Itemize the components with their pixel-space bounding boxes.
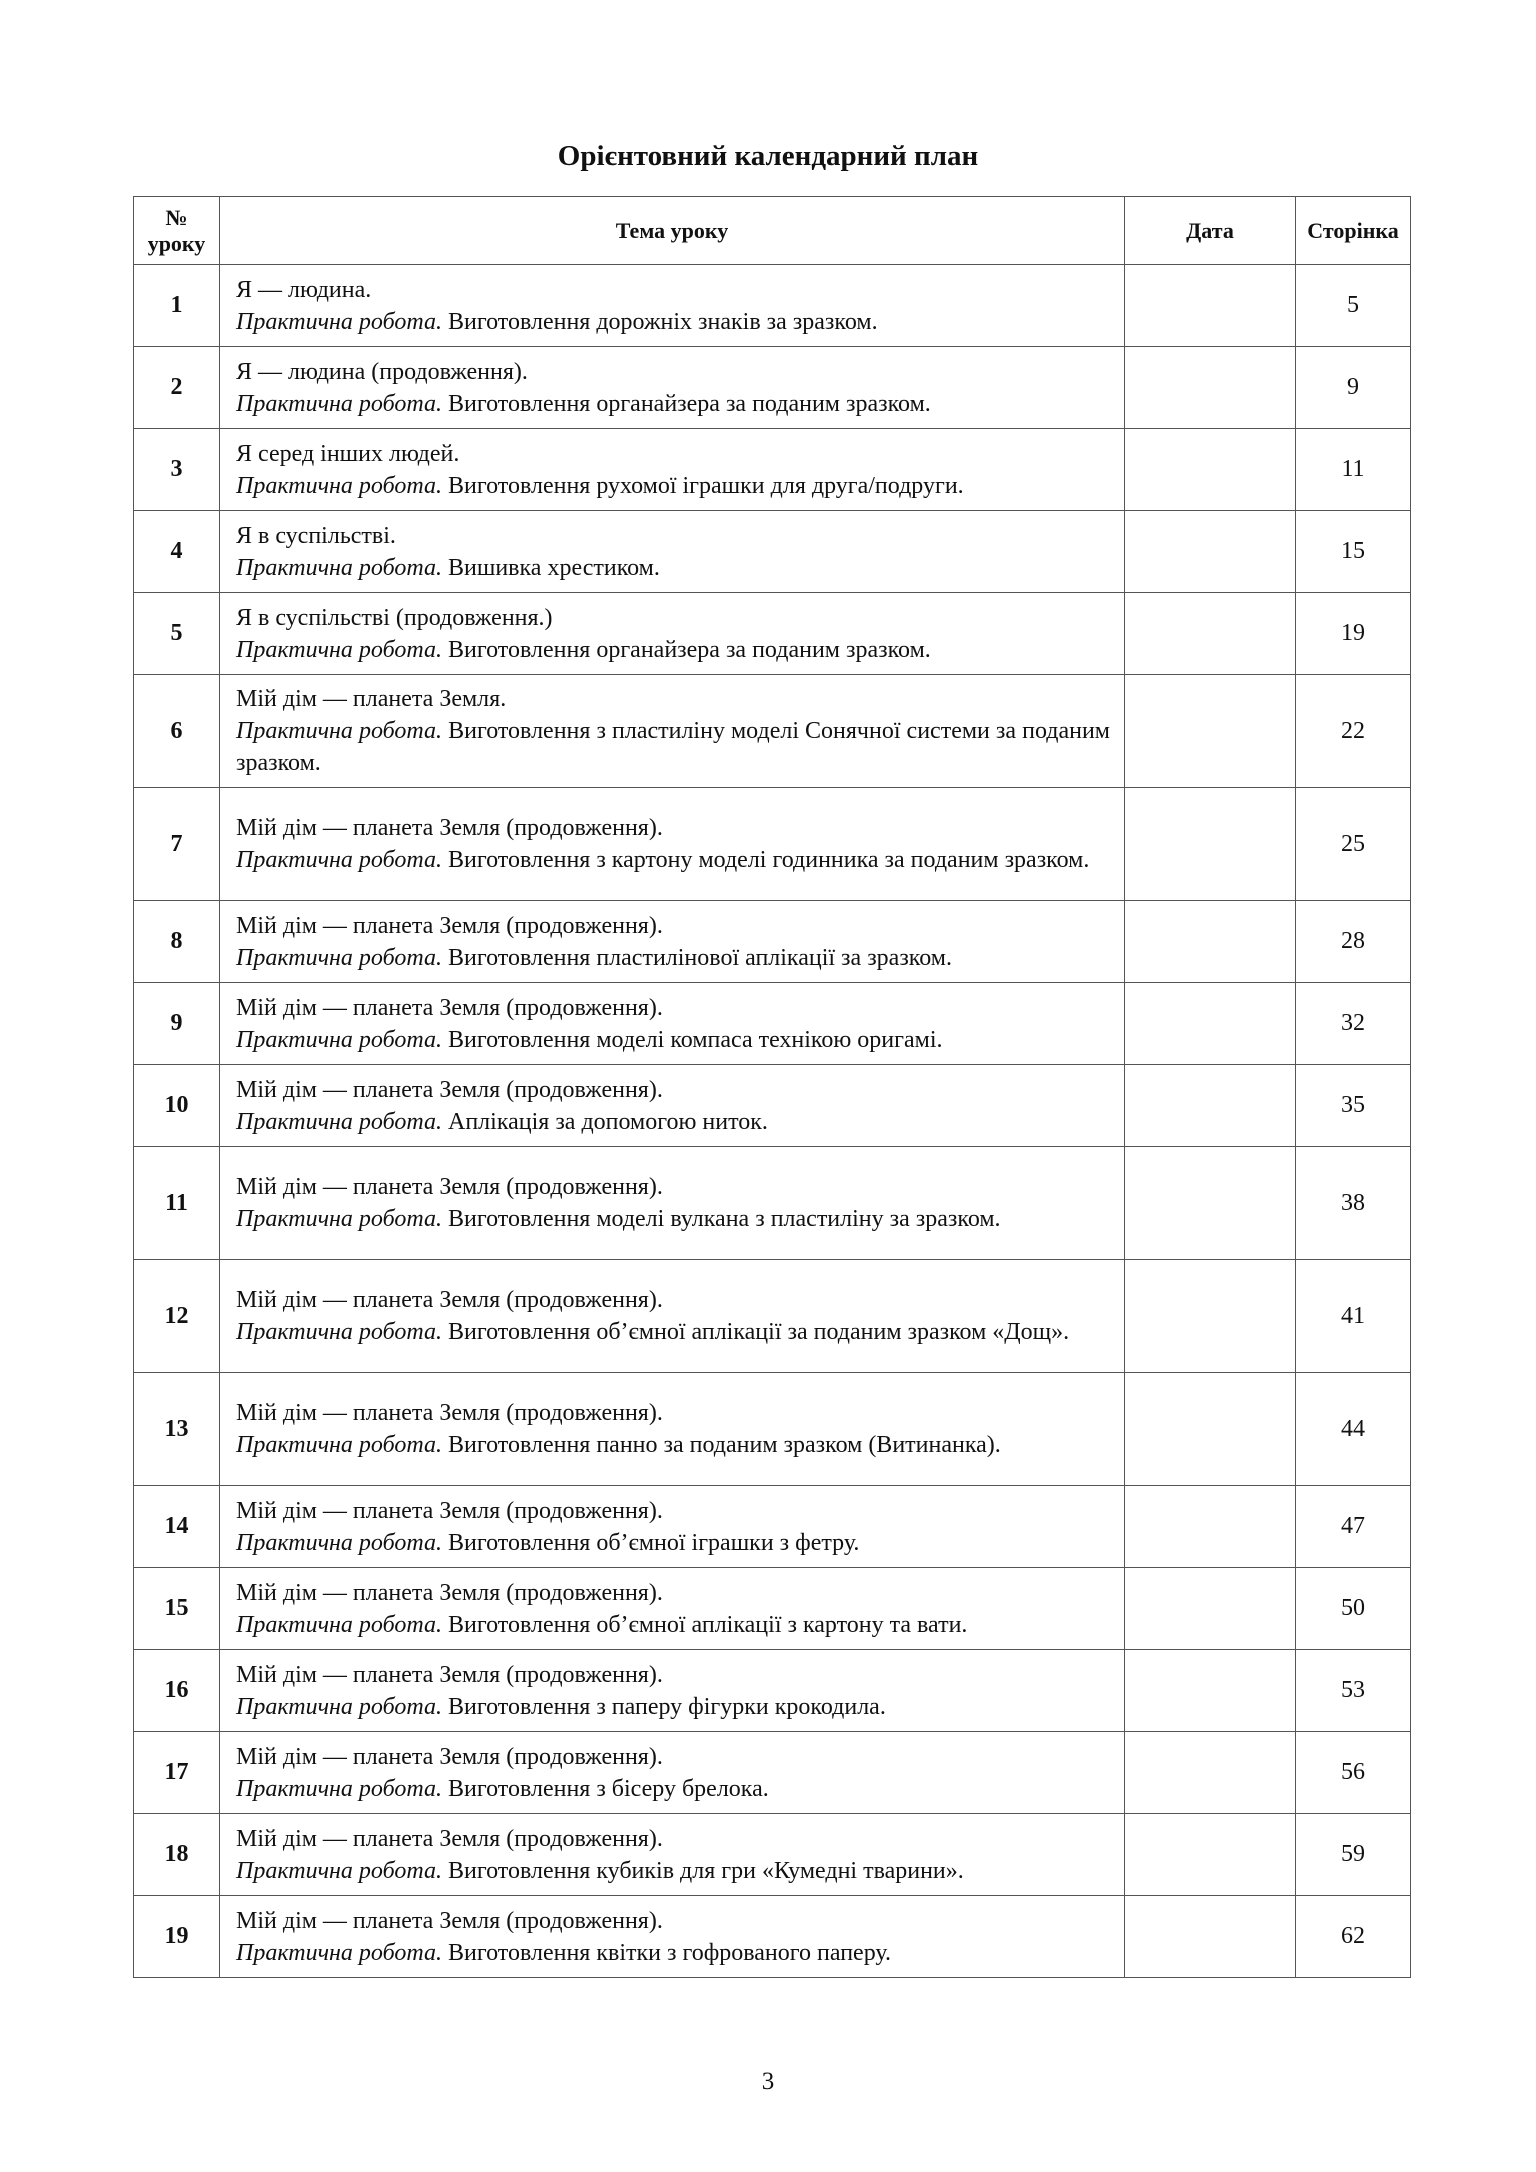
lesson-topic [220,1732,1125,1814]
practical-work-label: Практична робота. [236,472,442,499]
table-row [134,265,1411,347]
practical-work-text: Виготовлення панно за поданим зразком (Витинанка). [448,1432,1001,1458]
practical-work-label: Практична робота. [236,1026,442,1053]
practical-work-text: Виготовлення кубиків для гри «Кумедні тварини». [448,1857,964,1884]
table-row [134,1065,1411,1147]
lesson-topic [220,593,1125,675]
practical-work-text: Виготовлення квітки з гофрованого паперу. [448,1939,891,1966]
page-title: Орієнтовний календарний план [557,140,979,172]
lesson-topic [220,265,1125,347]
practical-work-text: Виготовлення моделі компаса технікою оригамі. [448,1026,943,1053]
practical-work-text: Виготовлення з паперу фігурки крокодила. [448,1693,886,1720]
lesson-topic-title: Я в суспільстві (продовження.) [236,604,553,631]
lesson-date [1125,1147,1296,1260]
lesson-page: 11 [1296,429,1411,511]
table-row [134,1260,1411,1373]
table-row [134,429,1411,511]
lesson-page: 32 [1296,983,1411,1065]
practical-work-label: Практична робота. [236,718,443,744]
lesson-number: 17 [134,1732,220,1814]
lesson-date [1125,1732,1296,1814]
lesson-number: 15 [134,1568,220,1650]
calendar-plan-table [133,196,1411,1978]
lesson-page: 25 [1296,788,1411,901]
lesson-date [1125,1486,1296,1568]
lesson-page: 5 [1296,265,1411,347]
practical-work-label: Практична робота. [236,1693,442,1720]
lesson-date [1125,1650,1296,1732]
lesson-date [1125,347,1296,429]
lesson-topic-title: Мій дім — планета Земля (продовження). [236,1076,663,1103]
lesson-topic [220,1896,1125,1978]
lesson-date [1125,983,1296,1065]
lesson-page: 15 [1296,511,1411,593]
lesson-topic-title: Мій дім — планета Земля (продовження). [236,912,663,939]
lesson-topic [220,788,1125,901]
lesson-topic [220,511,1125,593]
table-row [134,593,1411,675]
lesson-date [1125,1814,1296,1896]
lesson-date [1125,1896,1296,1978]
lesson-page: 9 [1296,347,1411,429]
lesson-page: 19 [1296,593,1411,675]
lesson-number: 9 [134,983,220,1065]
table-row [134,901,1411,983]
lesson-topic-title: Я в суспільстві. [236,522,396,549]
lesson-topic [220,1373,1125,1486]
lesson-page: 44 [1296,1373,1411,1486]
lesson-date [1125,1568,1296,1650]
lesson-number: 3 [134,429,220,511]
practical-work-text: Виготовлення моделі вулкана з пластиліну за зразком. [448,1206,1001,1232]
practical-work-text: Виготовлення з картону моделі годинника за поданим зразком. [448,847,1090,873]
practical-work-text: Виготовлення органайзера за поданим зразком. [448,636,931,663]
lesson-number: 1 [134,265,220,347]
practical-work-text: Виготовлення органайзера за поданим зразком. [448,390,931,417]
lesson-topic [220,1486,1125,1568]
lesson-number: 14 [134,1486,220,1568]
lesson-page: 56 [1296,1732,1411,1814]
practical-work-text: Виготовлення пластилінової аплікації за зразком. [448,944,952,971]
lesson-number: 8 [134,901,220,983]
lesson-page: 59 [1296,1814,1411,1896]
lesson-page: 38 [1296,1147,1411,1260]
lesson-topic-title: Я серед інших людей. [236,440,460,467]
table-row [134,347,1411,429]
table-row [134,1568,1411,1650]
lesson-topic-title: Мій дім — планета Земля (продовження). [236,1497,663,1524]
lesson-number: 10 [134,1065,220,1147]
lesson-date [1125,675,1296,788]
lesson-number: 18 [134,1814,220,1896]
lesson-topic [220,1814,1125,1896]
practical-work-text: Вишивка хрестиком. [448,554,660,581]
lesson-date [1125,429,1296,511]
lesson-page: 50 [1296,1568,1411,1650]
practical-work-label: Практична робота. [236,1108,442,1135]
lesson-date [1125,1065,1296,1147]
lesson-topic-title: Мій дім — планета Земля (продовження). [236,1743,663,1770]
lesson-topic-title: Мій дім — планета Земля (продовження). [236,994,663,1021]
practical-work-text: Виготовлення рухомої іграшки для друга/подруги. [448,472,964,499]
practical-work-label: Практична робота. [236,1939,442,1966]
lesson-date [1125,788,1296,901]
lesson-topic-title: Мій дім — планета Земля (продовження). [236,1661,663,1688]
lesson-topic [220,1147,1125,1260]
lesson-topic [220,1568,1125,1650]
table-row [134,1732,1411,1814]
lesson-topic-title: Мій дім — планета Земля (продовження). [236,1287,663,1313]
lesson-topic [220,1650,1125,1732]
lesson-date [1125,511,1296,593]
page-number: 3 [761,2068,775,2095]
practical-work-label: Практична робота. [236,944,442,971]
practical-work-label: Практична робота. [236,1775,442,1802]
lesson-topic [220,429,1125,511]
table-row [134,788,1411,901]
table-header-row [134,197,1411,265]
lesson-topic [220,983,1125,1065]
lesson-topic [220,901,1125,983]
practical-work-label: Практична робота. [236,554,442,581]
table-row [134,1373,1411,1486]
lesson-topic [220,1260,1125,1373]
practical-work-text: Виготовлення дорожніх знаків за зразком. [448,308,878,335]
table-row [134,983,1411,1065]
practical-work-text: Аплікація за допомогою ниток. [448,1108,768,1135]
lesson-date [1125,265,1296,347]
practical-work-label: Практична робота. [236,390,442,417]
lesson-date [1125,593,1296,675]
practical-work-label: Практична робота. [236,308,442,335]
lesson-date [1125,1260,1296,1373]
lesson-page: 41 [1296,1260,1411,1373]
lesson-topic [220,675,1125,788]
lesson-page: 53 [1296,1650,1411,1732]
lesson-topic-title: Мій дім — планета Земля (продовження). [236,1400,663,1426]
practical-work-label: Практична робота. [236,1857,442,1884]
lesson-number: 5 [134,593,220,675]
lesson-topic-title: Мій дім — планета Земля (продовження). [236,1174,663,1200]
table-row [134,675,1411,788]
lesson-topic-title: Я — людина (продовження). [236,358,528,385]
table-row [134,1147,1411,1260]
practical-work-text: Виготовлення об’ємної іграшки з фетру. [448,1529,860,1556]
practical-work-label: Практична робота. [236,1432,442,1458]
lesson-topic-title: Я — людина. [236,276,372,303]
practical-work-label: Практична робота. [236,1319,442,1345]
header-date: Дата [1125,197,1296,265]
lesson-number: 7 [134,788,220,901]
practical-work-text: Виготовлення об’ємної аплікації з картону та вати. [448,1611,968,1638]
practical-work-label: Практична робота. [236,1206,442,1232]
practical-work-label: Практична робота. [236,1611,442,1638]
practical-work-label: Практична робота. [236,636,442,663]
practical-work-label: Практична робота. [236,847,442,873]
lesson-number: 6 [134,675,220,788]
lesson-number: 16 [134,1650,220,1732]
lesson-topic-title: Мій дім — планета Земля (продовження). [236,815,663,841]
lesson-number: 11 [134,1147,220,1260]
table-row [134,1486,1411,1568]
table-row [134,1650,1411,1732]
lesson-number: 4 [134,511,220,593]
lesson-number: 2 [134,347,220,429]
lesson-number: 19 [134,1896,220,1978]
lesson-topic [220,347,1125,429]
lesson-number: 13 [134,1373,220,1486]
lesson-topic-title: Мій дім — планета Земля. [236,686,507,712]
practical-work-text: Виготовлення з бісеру брелока. [448,1775,769,1802]
practical-work-text: Виготовлення об’ємної аплікації за поданим зразком «Дощ». [448,1319,1070,1345]
table-row [134,1896,1411,1978]
header-lesson-number: № уроку [134,197,220,265]
practical-work-text: Виготовлення з пластиліну моделі Сонячної системи за поданим зразком. [236,718,1110,776]
table-row [134,511,1411,593]
lesson-date [1125,1373,1296,1486]
table-body [134,265,1411,1978]
lesson-date [1125,901,1296,983]
lesson-topic-title: Мій дім — планета Земля (продовження). [236,1579,663,1606]
lesson-page: 47 [1296,1486,1411,1568]
header-page: Сторінка [1296,197,1411,265]
lesson-topic [220,1065,1125,1147]
lesson-number: 12 [134,1260,220,1373]
lesson-page: 28 [1296,901,1411,983]
lesson-topic-title: Мій дім — планета Земля (продовження). [236,1825,663,1852]
lesson-topic-title: Мій дім — планета Земля (продовження). [236,1907,663,1934]
lesson-page: 22 [1296,675,1411,788]
lesson-page: 35 [1296,1065,1411,1147]
table-row [134,1814,1411,1896]
lesson-page: 62 [1296,1896,1411,1978]
practical-work-label: Практична робота. [236,1529,442,1556]
header-lesson-topic: Тема уроку [220,197,1125,265]
